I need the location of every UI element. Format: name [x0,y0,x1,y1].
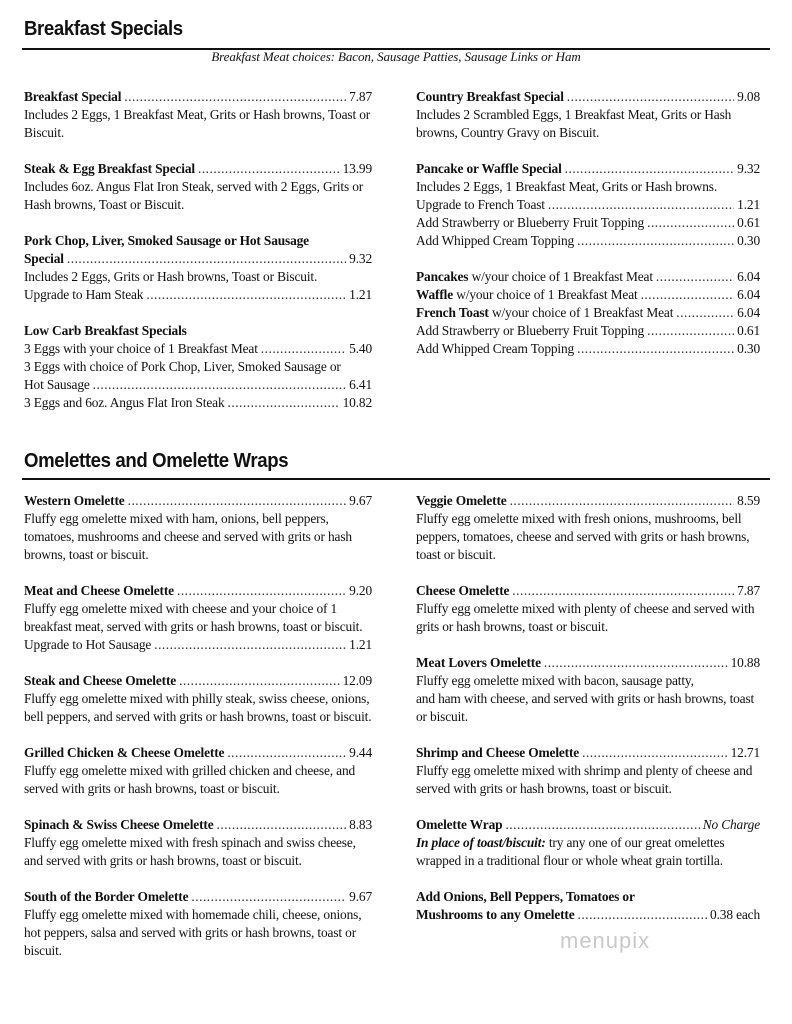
menu-item-western-omelette [24,492,372,564]
dot-leader [544,654,728,672]
option-price: 10.82 [342,395,372,410]
option-label-cont: Hot Sausage [24,377,90,392]
item-name: Steak & Egg Breakfast Special [24,161,195,176]
item-price: 9.08 [737,89,760,104]
topping-price: 0.61 [737,323,760,338]
item-name: Country Breakfast Special [416,89,564,104]
option-label: 3 Eggs with choice of Pork Chop, Liver, Smoked Sausage or [24,359,341,374]
item-description: Fluffy egg omelette mixed with philly steak, swiss cheese, onions, bell peppers, and served with grits or hash browns, toast or biscuit. [24,691,372,724]
item-name: Waffle [416,287,454,302]
dot-leader [647,322,734,340]
menu-item-shrimp-cheese-omelette [416,744,760,798]
item-price: No Charge [702,817,760,832]
item-description: Includes 2 Eggs, 1 Breakfast Meat, Grits or Hash browns, Toast or Biscuit. [24,107,371,140]
item-description: Includes 2 Scrambled Eggs, 1 Breakfast Meat, Grits or Hash browns, Country Gravy on Biscuit. [416,107,732,140]
dot-leader [93,376,346,394]
item-price: 6.04 [737,305,760,320]
item-price: 10.88 [730,655,760,670]
item-description: Fluffy egg omelette mixed with grilled chicken and cheese, and served with grits or hash browns, toast or biscuit. [24,763,356,796]
item-name-cont: Mushrooms to any Omelette [416,907,575,922]
item-name: Breakfast Special [24,89,122,104]
menu-item-pancake-waffle [416,160,760,250]
breakfast-left-column [24,88,372,430]
item-description: Fluffy egg omelette mixed with shrimp and plenty of cheese and served with grits or hash browns, toast or biscuit. [416,763,753,796]
item-name: Steak and Cheese Omelette [24,673,177,688]
upgrade-price: 1.21 [349,637,372,652]
dot-leader [505,816,699,834]
item-name: Low Carb Breakfast Specials [24,323,187,338]
dot-leader [177,582,346,600]
item-price: 9.67 [349,889,372,904]
item-price: 9.44 [349,745,372,760]
dot-leader [577,232,734,250]
menu-item-country-breakfast [416,88,760,142]
item-name: Veggie Omelette [416,493,507,508]
item-name: Pork Chop, Liver, Smoked Sausage or Hot Sausage [24,233,309,248]
menu-item-omelette-add-ons [416,888,760,924]
omelettes-left-column [24,492,372,978]
upgrade-label: Upgrade to Hot Sausage [24,637,152,652]
upgrade-price: 1.21 [349,287,372,302]
item-name: Shrimp and Cheese Omelette [416,745,580,760]
upgrade-label: Upgrade to Ham Steak [24,287,144,302]
item-description: Includes 6oz. Angus Flat Iron Steak, served with 2 Eggs, Grits or Hash browns, Toast or Biscuit. [24,179,364,212]
item-price: 9.20 [349,583,372,598]
dot-leader [128,492,347,510]
breakfast-right-column [416,88,760,376]
item-price: 13.99 [342,161,372,176]
omelettes-title-rule [22,478,770,480]
menu-item-meat-lovers-omelette [416,654,760,726]
item-price: 7.87 [737,583,760,598]
topping-label: Add Whipped Cream Topping [416,233,575,248]
item-description: Fluffy egg omelette mixed with plenty of cheese and served with grits or hash browns, toast or biscuit. [416,601,755,634]
item-description: Fluffy egg omelette mixed with cheese and your choice of 1 breakfast meat, served with grits or hash browns, toast or biscuit. [24,601,363,634]
menu-item-steak-egg [24,160,372,214]
dot-leader [198,160,340,178]
omelettes-right-column [416,492,760,942]
item-price: 9.67 [349,493,372,508]
item-name: Add Onions, Bell Peppers, Tomatoes or [416,889,635,904]
menu-item-solo-pancakes-waffle-toast [416,268,760,358]
item-description: Fluffy egg omelette mixed with fresh onions, mushrooms, bell peppers, tomatoes, cheese and served with grits or hash browns, toast or biscuit. [416,511,750,562]
dot-leader [512,582,734,600]
item-name: Cheese Omelette [416,583,510,598]
item-price: 7.87 [349,89,372,104]
topping-label: Add Strawberry or Blueberry Fruit Topping [416,323,645,338]
item-price: 12.09 [342,673,372,688]
menupix-watermark: menupix [560,928,651,953]
item-name: Spinach & Swiss Cheese Omelette [24,817,214,832]
dot-leader [191,888,346,906]
dot-leader [67,250,346,268]
breakfast-meat-choices: Breakfast Meat choices: Bacon, Sausage Patties, Sausage Links or Ham [211,49,581,64]
dot-leader [676,304,734,322]
menu-item-spinach-swiss-omelette [24,816,372,870]
item-name: South of the Border Omelette [24,889,189,904]
item-name: Grilled Chicken & Cheese Omelette [24,745,225,760]
topping-label: Add Whipped Cream Topping [416,341,575,356]
dot-leader [227,744,346,762]
item-price: 8.83 [349,817,372,832]
menu-item-pork-chop [24,232,372,304]
item-description: try any one of our great omelettes wrapped in a traditional flour or whole wheat grain tortilla. [416,835,725,868]
option-price: 6.41 [349,377,372,392]
dot-leader [154,636,346,654]
item-description: Includes 2 Eggs, Grits or Hash browns, Toast or Biscuit. [24,269,318,284]
breakfast-section-title: Breakfast Specials [24,18,183,40]
item-price: 9.32 [737,161,760,176]
topping-price: 0.61 [737,215,760,230]
item-description: Includes 2 Eggs, 1 Breakfast Meat, Grits or Hash browns. [416,179,718,194]
menu-item-south-border-omelette [24,888,372,960]
dot-leader [582,744,728,762]
menu-item-cheese-omelette [416,582,760,636]
omelettes-section-title: Omelettes and Omelette Wraps [24,450,289,472]
item-note: w/your choice of 1 Breakfast Meat [471,269,653,284]
dot-leader [261,340,346,358]
dot-leader [228,394,340,412]
menu-item-steak-cheese-omelette [24,672,372,726]
menu-item-breakfast-special [24,88,372,142]
dot-leader [647,214,734,232]
dot-leader [548,196,734,214]
item-description: Fluffy egg omelette mixed with ham, onions, bell peppers, tomatoes, mushrooms and cheese and served with grits or hash browns, toast or biscuit. [24,511,352,562]
dot-leader [146,286,346,304]
option-label: 3 Eggs and 6oz. Angus Flat Iron Steak [24,395,225,410]
item-name: Meat Lovers Omelette [416,655,541,670]
dot-leader [179,672,340,690]
item-note: w/your choice of 1 Breakfast Meat [456,287,638,302]
item-name: Western Omelette [24,493,125,508]
option-label: 3 Eggs with your choice of 1 Breakfast Meat [24,341,258,356]
item-name: Omelette Wrap [416,817,503,832]
item-price: 6.04 [737,287,760,302]
menu-item-meat-cheese-omelette [24,582,372,654]
wrap-lead: In place of toast/biscuit: [416,835,546,850]
topping-price: 0.30 [737,341,760,356]
menu-item-low-carb [24,322,372,412]
option-price: 5.40 [349,341,372,356]
dot-leader [510,492,735,510]
item-description: Fluffy egg omelette mixed with fresh spinach and swiss cheese, and served with grits or hash browns, toast or biscuit. [24,835,356,868]
dot-leader [565,160,735,178]
menu-item-grilled-chicken-omelette [24,744,372,798]
dot-leader [567,88,734,106]
dot-leader [656,268,734,286]
dot-leader [217,816,347,834]
topping-price: 0.30 [737,233,760,248]
item-price: 6.04 [737,269,760,284]
upgrade-label: Upgrade to French Toast [416,197,545,212]
item-name: Meat and Cheese Omelette [24,583,174,598]
item-price: 8.59 [737,493,760,508]
item-name-cont: Special [24,251,64,266]
dot-leader [124,88,346,106]
dot-leader [578,906,708,924]
menu-item-omelette-wrap [416,816,760,870]
item-price: 0.38 each [710,907,760,922]
item-price: 9.32 [349,251,372,266]
upgrade-price: 1.21 [737,197,760,212]
item-name: Pancakes [416,269,469,284]
item-note: w/your choice of 1 Breakfast Meat [491,305,674,320]
topping-label: Add Strawberry or Blueberry Fruit Topping [416,215,645,230]
menu-item-veggie-omelette [416,492,760,564]
dot-leader [641,286,735,304]
item-description-cont: and ham with cheese, and served with grits or hash browns, toast or biscuit. [416,691,755,724]
item-description: Fluffy egg omelette mixed with bacon, sausage patty, [416,673,694,688]
item-description: Fluffy egg omelette mixed with homemade chili, cheese, onions, hot peppers, salsa and served with grits or hash browns, toast or biscuit. [24,907,362,958]
item-name: French Toast [416,305,489,320]
item-price: 12.71 [730,745,760,760]
dot-leader [577,340,734,358]
item-name: Pancake or Waffle Special [416,161,562,176]
